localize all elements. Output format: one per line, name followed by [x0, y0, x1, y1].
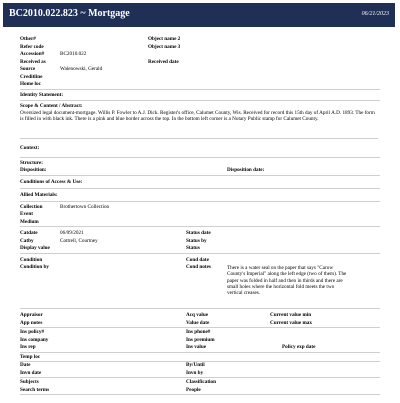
condition-by-label: Condition by: [20, 264, 49, 270]
object-name2-label: Object name 2: [148, 36, 181, 42]
record-page: [0, 3, 400, 403]
context-label: Context:: [20, 144, 40, 151]
cond-notes-label: Cond notes: [186, 264, 211, 270]
search-terms-label: Search terms: [20, 386, 50, 393]
allied-label: Allied Materials:: [20, 191, 58, 198]
disposition-label: Disposition:: [20, 167, 47, 173]
status-label: Status: [186, 245, 200, 251]
refer-code-label: Refer code: [20, 43, 44, 50]
status-by-label: Status by: [186, 237, 207, 244]
conditions-label: Conditions of Access & Use:: [20, 178, 83, 185]
invn-by-label: Invn by: [186, 369, 204, 376]
scope-text: Oversized legal document-mortgage. Willis P. Fowler to A.J. Dick. Register's office, Calumet County, Wis. Received for record this 15th day of April A.D. 1893. The form is filled in with black ink. There is a pink and blue border across the top. In the bottom left corner is a Notary Public stamp for Calumet County.: [20, 110, 378, 139]
display-value-label: Display value: [20, 245, 50, 251]
accession-value: BC2010.022: [60, 51, 87, 57]
condition-label: Condition: [20, 256, 43, 263]
record-body: [20, 36, 380, 395]
ins-value-label: Ins value: [186, 344, 207, 350]
status-date-label: Status date: [186, 230, 211, 236]
ins-premium-label: Ins premium: [186, 336, 215, 343]
medium-label: Medium: [20, 218, 39, 225]
record-header: [3, 3, 395, 27]
record-date: 06/21/2023: [361, 11, 389, 17]
object-name3-label: Object name 3: [148, 43, 181, 50]
other-label: Other#: [20, 36, 36, 42]
scope-label: Scope & Content / Abstract:: [20, 102, 83, 109]
ins-policy-label: Ins policy#: [20, 329, 45, 335]
policy-exp-date-label: Policy exp date: [282, 344, 316, 350]
record-title: BC2010.022.823 ~ Mortgage: [9, 8, 130, 19]
people-label: People: [186, 386, 201, 393]
subjects-label: Subjects: [20, 379, 39, 385]
structure-label: Structure:: [20, 159, 43, 166]
acq-value-label: Acq value: [186, 312, 209, 318]
catby-label: Catby: [20, 237, 34, 244]
value-date-label: Value date: [186, 319, 210, 326]
collection-value: Brothertown Collection: [60, 203, 110, 210]
app-notes-label: App notes: [20, 319, 43, 326]
source-value: Walenowski, Gerald: [60, 66, 103, 72]
invn-date-label: Invn date: [20, 369, 42, 376]
received-date-label: Received date: [148, 58, 179, 65]
date-label: Date: [20, 362, 31, 368]
catby-value: Cottrell, Courtney: [60, 237, 98, 244]
temp-loc-label: Temp loc: [20, 353, 41, 360]
identity-statement-label: Identity Statement:: [20, 91, 64, 98]
appraisor-label: Appraisor: [20, 312, 43, 318]
cond-notes-text: There is a water seal on the paper that says "Carow County's Imperial" along the left edge (two of them). The paper was folded in half and then in thirds and there are small holes where the horizontal fold meets the two vertical creases.: [227, 265, 347, 297]
ins-company-label: Ins company: [20, 336, 49, 343]
catdate-value: 06/09/2021: [60, 230, 84, 236]
event-label: Event: [20, 211, 33, 217]
ins-rep-label: Ins rep: [20, 344, 36, 350]
received-as-label: Received as: [20, 58, 46, 65]
ins-phone-label: Ins phone#: [186, 329, 211, 335]
accession-label: Accession#: [20, 51, 45, 57]
source-label: Source: [20, 66, 36, 72]
catdate-label: Catdate: [20, 230, 38, 236]
cond-date-label: Cond date: [186, 256, 209, 263]
by-until-label: By/Until: [186, 362, 205, 368]
disposition-date-label: Disposition date:: [227, 167, 265, 173]
creditline-label: Creditline: [20, 73, 43, 80]
current-value-min-label: Current value min: [270, 312, 312, 318]
classification-label: Classification: [186, 379, 216, 385]
current-value-max-label: Current value max: [270, 319, 312, 326]
home-loc-label: Home loc: [20, 81, 41, 87]
collection-label: Collection: [20, 203, 43, 210]
